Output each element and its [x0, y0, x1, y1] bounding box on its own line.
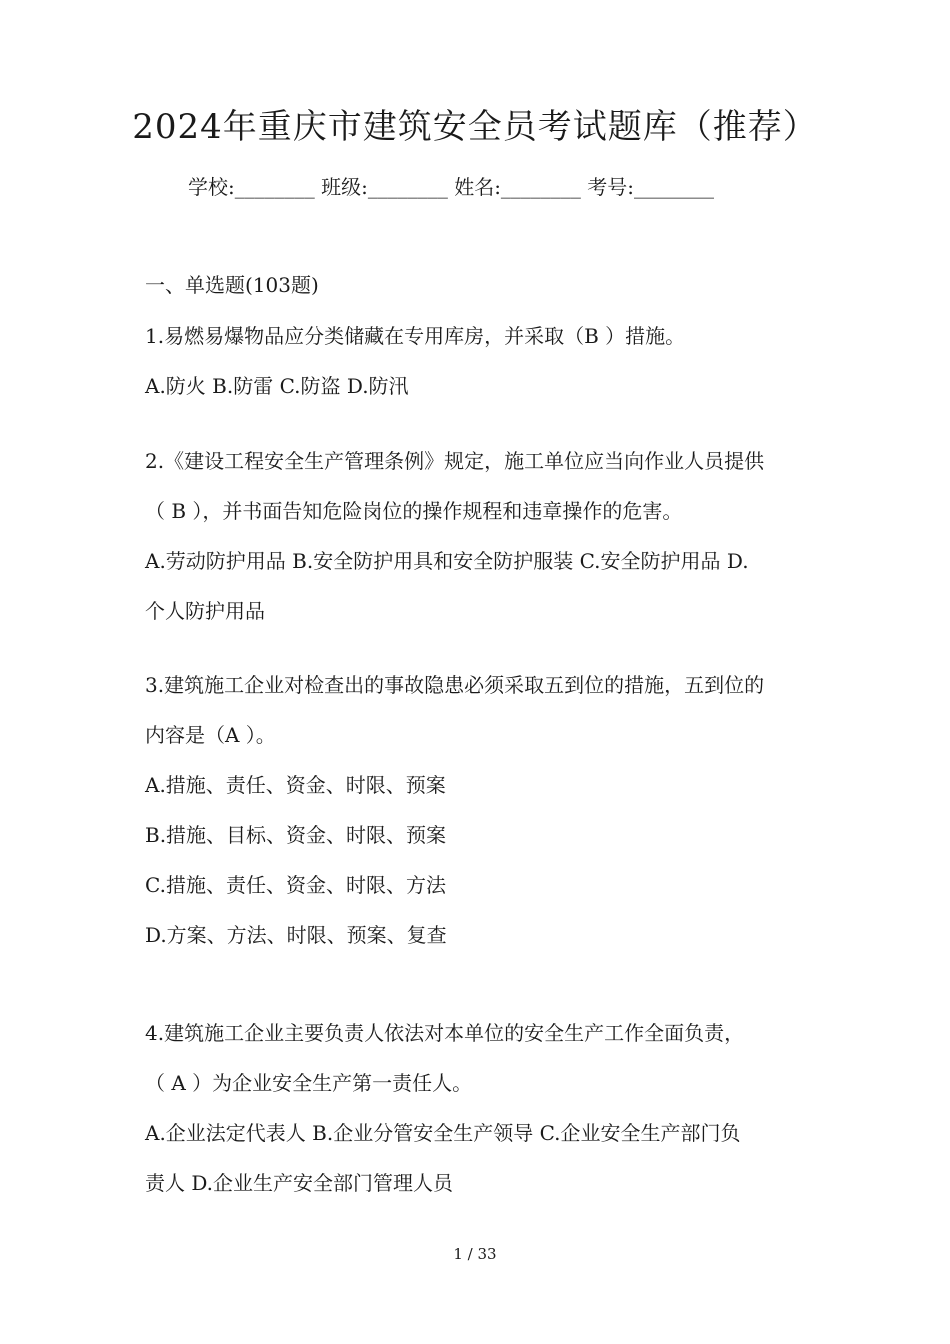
document-title: 2024年重庆市建筑安全员考试题库（推荐）	[132, 107, 818, 147]
question-3-option-a: A.措施、责任、资金、时限、预案	[145, 773, 446, 797]
section-title: 一、单选题(103题)	[145, 273, 319, 297]
question-2-text-line-2: （ B ），并书面告知危险岗位的操作规程和违章操作的危害。	[145, 499, 683, 523]
question-4-options-line-1: A.企业法定代表人 B.企业分管安全生产领导 C.企业安全生产部门负	[145, 1121, 741, 1145]
student-info-line: 学校:________ 班级:________ 姓名:________ 考号:________	[188, 175, 715, 199]
question-4-text-line-2: （ A ）为企业安全生产第一责任人。	[145, 1071, 473, 1095]
question-4-text-line-1: 4.建筑施工企业主要负责人依法对本单位的安全生产工作全面负责，	[145, 1021, 745, 1045]
question-3-text-line-2: 内容是（A ）。	[145, 723, 276, 747]
question-3-option-b: B.措施、目标、资金、时限、预案	[145, 823, 447, 847]
question-1-text: 1.易燃易爆物品应分类储藏在专用库房，并采取（B ）措施。	[145, 324, 686, 348]
question-3-text-line-1: 3.建筑施工企业对检查出的事故隐患必须采取五到位的措施，五到位的	[145, 673, 765, 697]
question-2-options-line-2: 个人防护用品	[145, 599, 265, 623]
question-3-option-d: D.方案、方法、时限、预案、复查	[145, 923, 447, 947]
question-2-text-line-1: 2.《建设工程安全生产管理条例》规定，施工单位应当向作业人员提供	[145, 449, 765, 473]
question-4-options-line-2: 责人 D.企业生产安全部门管理人员	[145, 1171, 454, 1195]
question-2-options-line-1: A.劳动防护用品 B.安全防护用具和安全防护服装 C.安全防护用品 D.	[145, 549, 749, 573]
question-1-options: A.防火 B.防雷 C.防盗 D.防汛	[145, 374, 409, 398]
page-number: 1 / 33	[453, 1245, 497, 1263]
question-3-option-c: C.措施、责任、资金、时限、方法	[145, 873, 446, 897]
